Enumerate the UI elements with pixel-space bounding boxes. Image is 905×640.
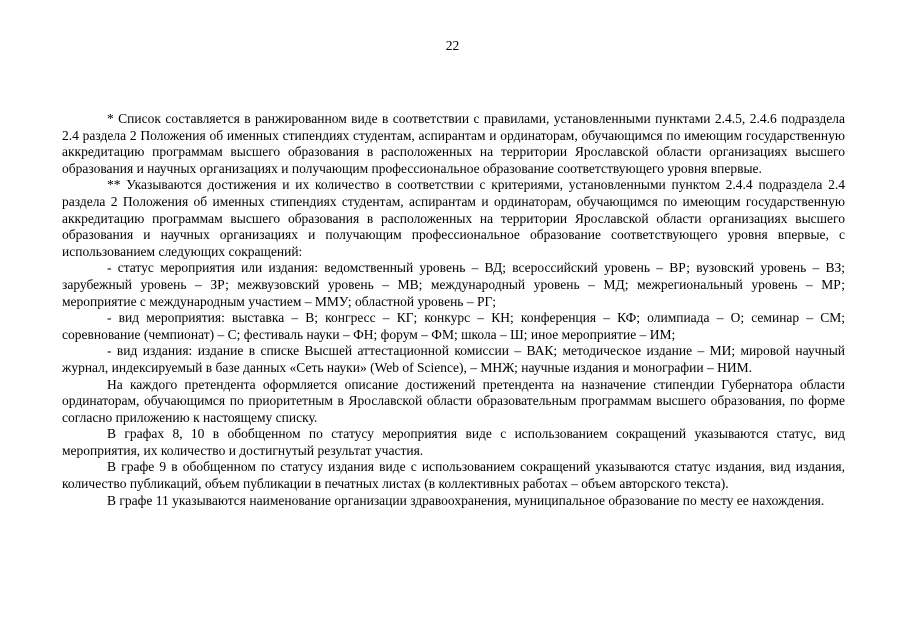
- document-body: [62, 111, 845, 509]
- paragraph-column-9: В графе 9 в обобщенном по статусу издания виде с использованием сокращений указываются статус издания, вид издания, количество публикаций, объем публикации в печатных листах (в коллективных работах – объем авторского текста).: [62, 459, 845, 492]
- page-number: 22: [445, 38, 460, 53]
- abbreviations-event-type: - вид мероприятия: выставка – В; конгресс – КГ; конкурс – КН; конференция – КФ; олимпиада – О; семинар – СМ; соревнование (чемпионат) – С; фестиваль науки – ФН; форум – ФМ; школа – Ш; иное мероприятие – ИМ;: [62, 310, 845, 342]
- paragraph-achievements-description: На каждого претендента оформляется описание достижений претендента на назначение стипендии Губернатора области ординаторам, обучающимся по приоритетным в Ярославской области образовательным программам высшего образования, по форме согласно приложению к настоящему списку.: [62, 376, 845, 425]
- footnote-double-asterisk: ** Указываются достижения и их количество в соответствии с критериями, установленными пунктом 2.4.4 подраздела 2.4 раздела 2 Положения об именных стипендиях студентам, аспирантам и ординаторам, обучающимся по имеющим государственную аккредитацию программам высшего образования в расположенных на территории Ярославской области организациях высшего образования и научных организациях и получающим профессиональное образование соответствующего уровня впервые, с использованием следующих сокращений:: [62, 177, 845, 259]
- paragraph-column-11: В графе 11 указываются наименование организации здравоохранения, муниципальное образование по месту ее нахождения.: [107, 492, 825, 508]
- abbreviations-event-status: - статус мероприятия или издания: ведомственный уровень – ВД; всероссийский уровень – ВР; вузовский уровень – ВЗ; зарубежный уровень – ЗР; межвузовский уровень – МВ; международный уровень – МД; межрегиональный уровень – МР; мероприятие с международным участием – МMУ; областной уровень – РГ;: [62, 260, 845, 309]
- abbreviations-publication-type: - вид издания: издание в списке Высшей аттестационной комиссии – ВАК; методическое издание – МИ; мировой научный журнал, индексируемый в базе данных «Сеть науки» (Web of Science), – МНЖ; научные издания и монографии – НИМ.: [62, 343, 845, 375]
- paragraph-columns-8-10: В графах 8, 10 в обобщенном по статусу мероприятия виде с использованием сокращений указываются статус, вид мероприятия, их количество и достигнутый результат участия.: [62, 426, 845, 458]
- footnote-single-asterisk: * Список составляется в ранжированном виде в соответствии с правилами, установленными пунктами 2.4.5, 2.4.6 подраздела 2.4 раздела 2 Положения об именных стипендиях студентам, аспирантам и ординаторам, обучающимся по имеющим государственную аккредитацию программам высшего образования в расположенных на территории Ярославской области организациях высшего образования и научных организациях и получающим профессиональное образование соответствующего уровня впервые.: [62, 111, 845, 176]
